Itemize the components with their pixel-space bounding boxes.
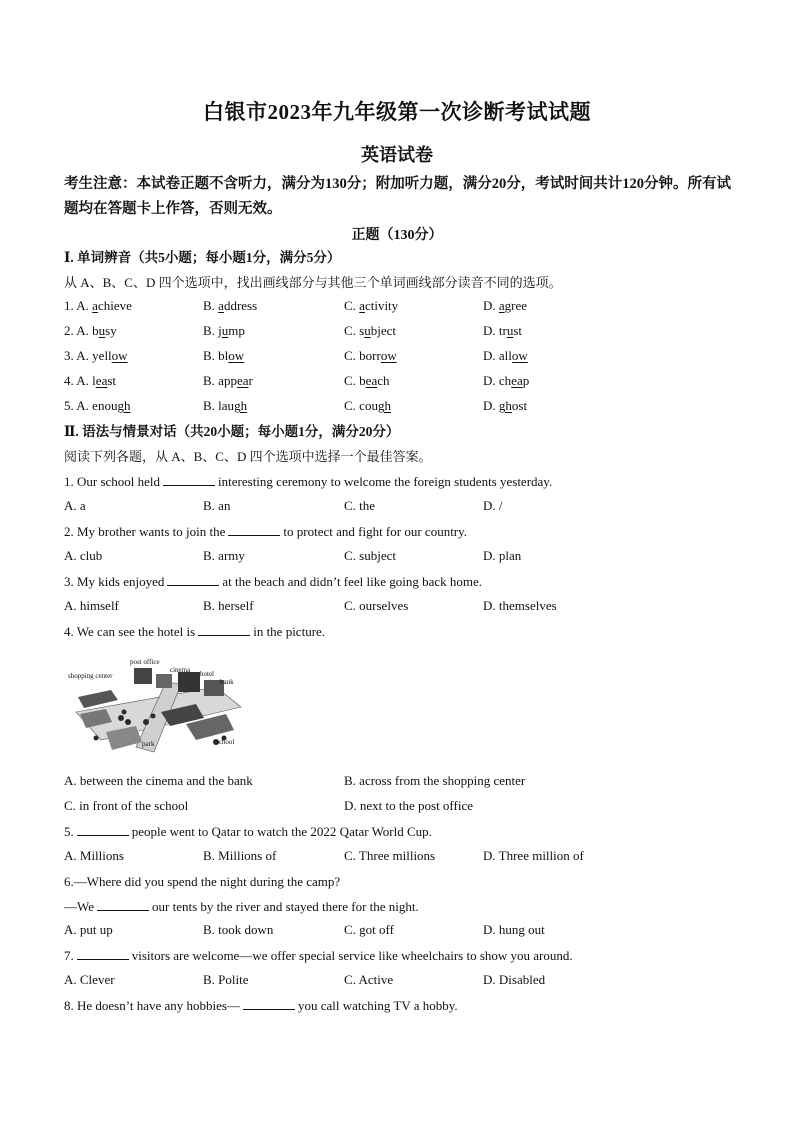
p1-q2-option-d: D. trust: [483, 323, 523, 338]
p1-q5-option-a: 5. A. enough: [64, 398, 131, 413]
part1-heading: Ⅰ. 单词辨音（共5小题；每小题1分，满分5分）: [64, 250, 341, 265]
underlined-part: ea: [95, 373, 108, 388]
underlined-part: u: [364, 323, 371, 338]
question-8: 8. He doesn’t have any hobbies— you call watching TV a hobby.: [64, 998, 458, 1013]
answer-blank: [97, 900, 149, 911]
answer-blank: [163, 475, 215, 486]
option-letter: B.: [203, 323, 219, 338]
q6-option-c: C. got off: [344, 922, 394, 937]
underlined-part: gh: [117, 398, 131, 413]
answer-blank: [77, 949, 129, 960]
underlined-part: ow: [111, 348, 128, 363]
map-label-cinema: cinema: [170, 666, 191, 674]
p1-q1-option-d: D. agree: [483, 298, 528, 313]
option-letter: D.: [483, 298, 499, 313]
underlined-part: a: [498, 298, 505, 313]
underlined-part: ow: [511, 348, 528, 363]
q5-option-a: A. Millions: [64, 848, 124, 863]
option-letter: C.: [344, 348, 360, 363]
q1-option-d: D. /: [483, 498, 503, 513]
p1-q5-option-c: C. cough: [344, 398, 391, 413]
q2-option-c: C. subject: [344, 548, 396, 563]
answer-blank: [243, 999, 295, 1010]
p1-q4-option-d: D. cheap: [483, 373, 530, 388]
q4-option-a: A. between the cinema and the bank: [64, 773, 253, 788]
p1-q5-option-d: D. ghost: [483, 398, 528, 413]
q4-option-b: B. across from the shopping center: [344, 773, 526, 788]
p1-q2-option-b: B. jump: [203, 323, 245, 338]
answer-blank: [77, 825, 129, 836]
page-subtitle: 英语试卷: [361, 145, 433, 165]
question-3: 3. My kids enjoyed at the beach and didn’t feel like going back home.: [64, 574, 483, 589]
question-4: 4. We can see the hotel is in the picture.: [64, 624, 326, 639]
p1-q3-option-b: B. blow: [203, 348, 245, 363]
underlined-part: ea: [365, 373, 378, 388]
option-letter: 2. A.: [64, 323, 93, 338]
q7-option-a: A. Clever: [64, 972, 115, 987]
p1-q3-option-c: C. borrow: [344, 348, 397, 363]
answer-blank: [198, 625, 250, 636]
p1-q2-option-a: 2. A. busy: [64, 323, 117, 338]
q2-option-a: A. club: [64, 548, 103, 563]
underlined-part: a: [218, 298, 224, 313]
option-letter: B.: [203, 373, 219, 388]
q3-option-d: D. themselves: [483, 598, 557, 613]
option-letter: D.: [483, 323, 499, 338]
answer-blank: [167, 575, 219, 586]
q2-option-d: D. plan: [483, 548, 522, 563]
q4-option-d: D. next to the post office: [344, 798, 474, 813]
question-1: 1. Our school held interesting ceremony to welcome the foreign students yesterday.: [64, 474, 553, 489]
q1-option-b: B. an: [203, 498, 231, 513]
part2-instruction: 阅读下列各题，从 A、B、C、D 四个选项中选择一个最佳答案。: [64, 449, 432, 464]
q7-option-d: D. Disabled: [483, 972, 546, 987]
underlined-part: ea: [511, 373, 523, 388]
q5-option-c: C. Three millions: [344, 848, 436, 863]
p1-q4-option-b: B. appear: [203, 373, 253, 388]
map-label-post-office: post office: [130, 658, 160, 666]
question-6-reply: —We our tents by the river and stayed there for the night.: [64, 899, 419, 914]
p1-q1-option-b: B. address: [203, 298, 258, 313]
q5-option-d: D. Three million of: [483, 848, 584, 863]
option-letter: B.: [203, 398, 219, 413]
exam-notice: 考生注意：本试卷正题不含听力，满分为130分；附加听力题，满分20分，考试时间共计120分钟。所有试题均在答题卡上作答，否则无效。: [64, 176, 731, 217]
p1-q2-option-c: C. subject: [344, 323, 396, 338]
map-label-school: school: [216, 738, 235, 746]
underlined-part: gh: [377, 398, 391, 413]
option-letter: 3. A.: [64, 348, 93, 363]
town-map-image: [66, 652, 248, 760]
q6-option-b: B. took down: [203, 922, 274, 937]
underlined-part: u: [506, 323, 514, 338]
p1-q1-option-a: 1. A. achieve: [64, 298, 132, 313]
option-letter: 4. A.: [64, 373, 93, 388]
underlined-part: gh: [498, 398, 512, 413]
answer-blank: [228, 525, 280, 536]
q2-option-b: B. army: [203, 548, 245, 563]
map-label-shopping-center: shopping center: [68, 672, 113, 680]
p1-q5-option-b: B. laugh: [203, 398, 248, 413]
p1-q4-option-a: 4. A. least: [64, 373, 117, 388]
underlined-part: u: [98, 323, 106, 338]
q7-option-b: B. Polite: [203, 972, 249, 987]
q6-option-d: D. hung out: [483, 922, 545, 937]
option-letter: C.: [344, 373, 360, 388]
underlined-part: ow: [380, 348, 397, 363]
option-letter: D.: [483, 398, 499, 413]
q1-option-a: A. a: [64, 498, 86, 513]
underlined-part: ea: [236, 373, 249, 388]
underlined-part: a: [92, 298, 98, 313]
question-7: 7. visitors are welcome—we offer special service like wheelchairs to show you around.: [64, 948, 573, 963]
page-title: 白银市2023年九年级第一次诊断考试试题: [203, 100, 591, 124]
option-letter: B.: [203, 348, 219, 363]
question-2: 2. My brother wants to join the to protect and fight for our country.: [64, 524, 468, 539]
option-letter: 1. A.: [64, 298, 93, 313]
q7-option-c: C. Active: [344, 972, 394, 987]
q4-option-c: C. in front of the school: [64, 798, 189, 813]
option-letter: C.: [344, 298, 360, 313]
q6-option-a: A. put up: [64, 922, 113, 937]
option-letter: 5. A.: [64, 398, 93, 413]
q3-option-c: C. ourselves: [344, 598, 409, 613]
underlined-part: ow: [228, 348, 245, 363]
part1-instruction: 从 A、B、C、D 四个选项中，找出画线部分与其他三个单词画线部分读音不同的选项。: [64, 275, 562, 290]
map-label-bank: bank: [220, 678, 234, 686]
q3-option-b: B. herself: [203, 598, 254, 613]
map-label-hotel: hotel: [200, 670, 214, 678]
underlined-part: u: [221, 323, 229, 338]
q1-option-c: C. the: [344, 498, 376, 513]
option-letter: C.: [344, 323, 360, 338]
q5-option-b: B. Millions of: [203, 848, 277, 863]
q3-option-a: A. himself: [64, 598, 119, 613]
underlined-part: gh: [234, 398, 248, 413]
option-letter: D.: [483, 348, 499, 363]
underlined-part: a: [359, 298, 365, 313]
p1-q4-option-c: C. beach: [344, 373, 390, 388]
part2-heading: Ⅱ. 语法与情景对话（共20小题；每小题1分，满分20分）: [64, 424, 400, 439]
option-letter: C.: [344, 398, 360, 413]
question-5: 5. people went to Qatar to watch the 2022 Qatar World Cup.: [64, 824, 432, 839]
option-letter: B.: [203, 298, 219, 313]
p1-q3-option-d: D. allow: [483, 348, 528, 363]
map-label-park: park: [142, 740, 155, 748]
section-main-heading: 正题（130分）: [351, 228, 443, 243]
question-6: 6.—Where did you spend the night during the camp?: [64, 874, 341, 889]
p1-q3-option-a: 3. A. yellow: [64, 348, 128, 363]
p1-q1-option-c: C. activity: [344, 298, 399, 313]
option-letter: D.: [483, 373, 499, 388]
